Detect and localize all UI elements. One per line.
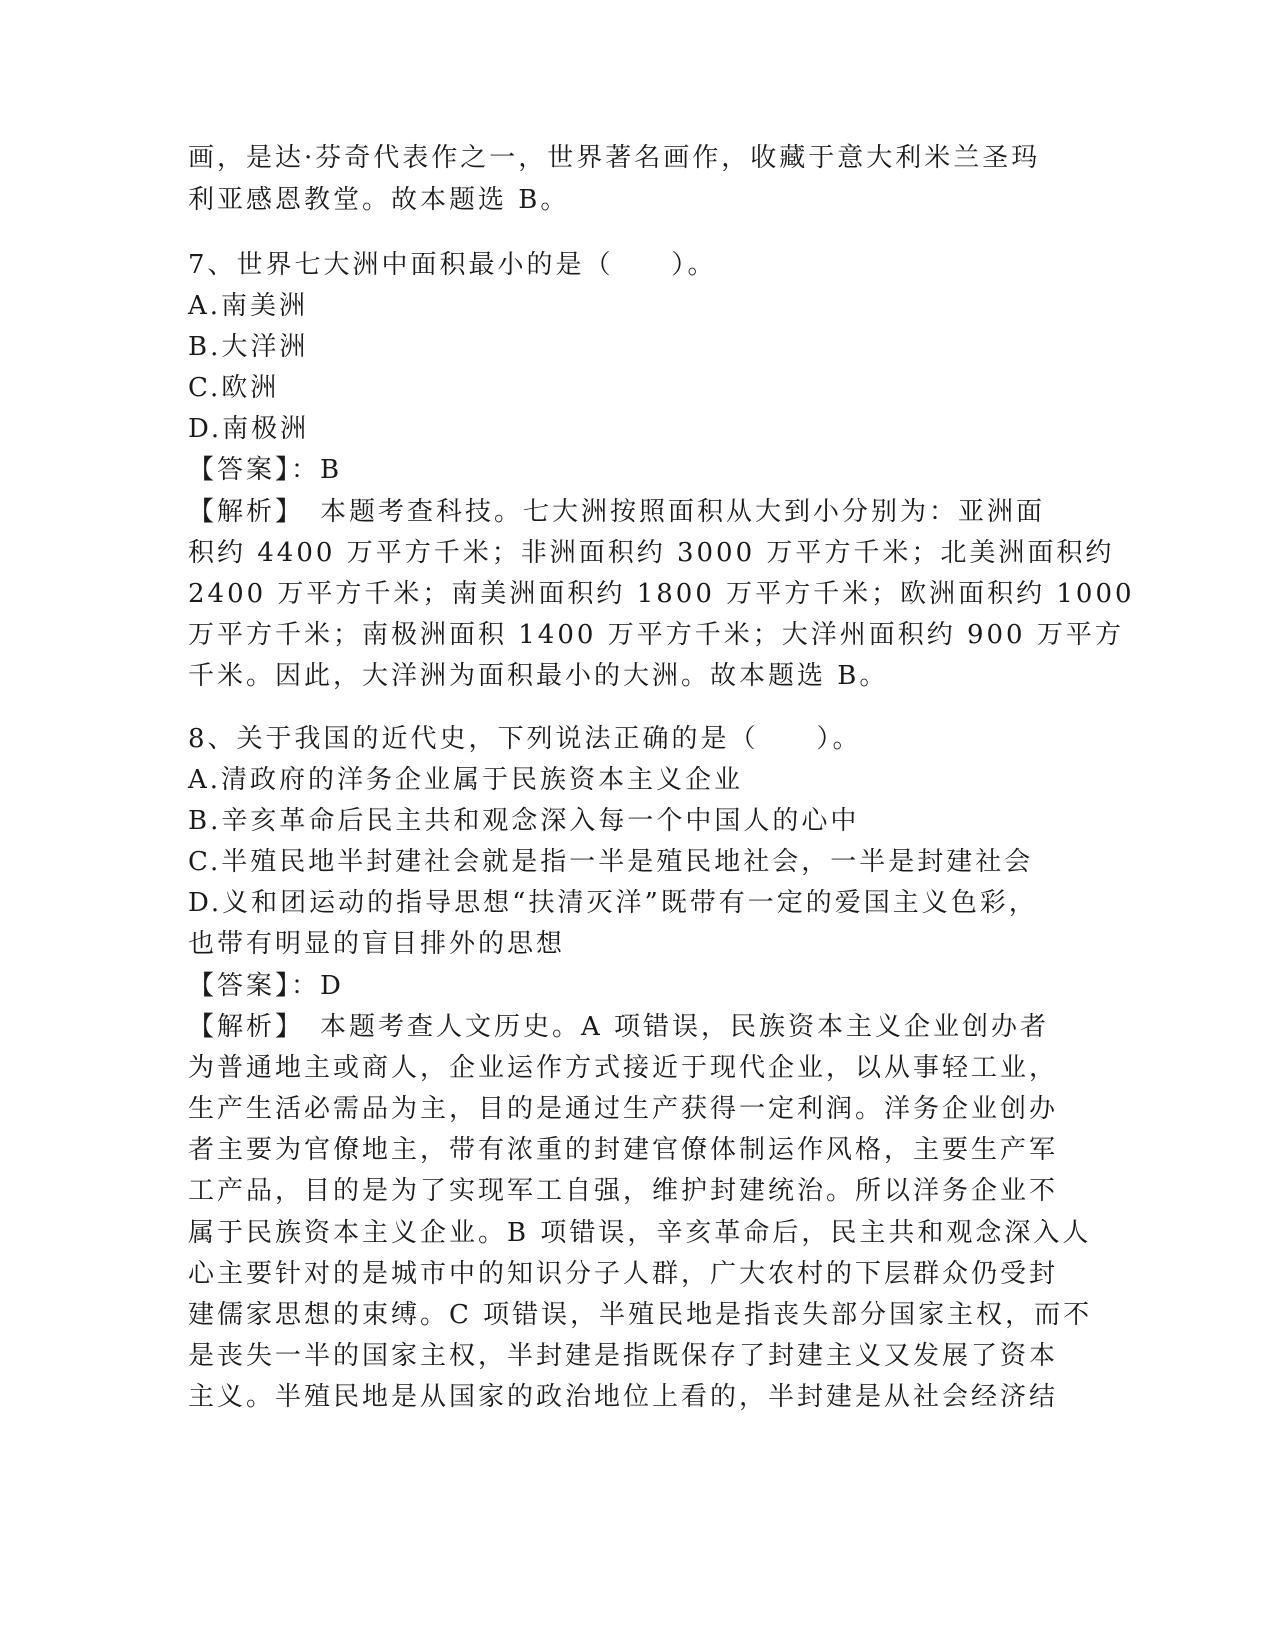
question-8-analysis-line: 工产品，目的是为了实现军工自强，维护封建统治。所以洋务企业不 xyxy=(188,1176,1059,1206)
question-7-analysis-line: 积约 4400 万平方千米；非洲面积约 3000 万平方千米；北美洲面积约 xyxy=(188,538,1115,568)
question-8-analysis-line: 主义。半殖民地是从国家的政治地位上看的，半封建是从社会经济结 xyxy=(188,1382,1059,1412)
question-7-answer: 【答案】：B xyxy=(188,455,343,485)
question-8-analysis-line: 是丧失一半的国家主权，半封建是指既保存了封建主义又发展了资本 xyxy=(188,1341,1059,1371)
question-8-option-d: D.义和团运动的指导思想“扶清灭洋”既带有一定的爱国主义色彩， xyxy=(188,888,1038,918)
question-8-analysis-line: 属于民族资本主义企业。B 项错误，辛亥革命后，民主共和观念深入人 xyxy=(188,1218,1092,1248)
prev-analysis-line: 画，是达·芬奇代表作之一，世界著名画作，收藏于意大利米兰圣玛 xyxy=(188,143,1041,173)
question-7-option-d: D.南极洲 xyxy=(188,414,310,444)
question-8-option-d-cont: 也带有明显的盲目排外的思想 xyxy=(188,929,566,959)
question-8-analysis-line: 【解析】 本题考查人文历史。A 项错误，民族资本主义企业创办者 xyxy=(188,1012,1050,1042)
question-8-option-b: B.辛亥革命后民主共和观念深入每一个中国人的心中 xyxy=(188,806,860,836)
question-8-analysis-line: 建儒家思想的束缚。C 项错误，半殖民地是指丧失部分国家主权，而不 xyxy=(188,1300,1093,1330)
question-8-analysis-line: 生产生活必需品为主，目的是通过生产获得一定利润。洋务企业创办 xyxy=(188,1094,1059,1124)
question-8-analysis-line: 心主要针对的是城市中的知识分子人群，广大农村的下层群众仍受封 xyxy=(188,1259,1059,1289)
question-7-option-b: B.大洋洲 xyxy=(188,332,309,362)
question-7-option-c: C.欧洲 xyxy=(188,373,280,403)
question-8-analysis-line: 为普通地主或商人，企业运作方式接近于现代企业，以从事轻工业， xyxy=(188,1053,1059,1083)
question-7-stem: 7、世界七大洲中面积最小的是（ ）。 xyxy=(188,250,717,280)
question-7-option-a: A.南美洲 xyxy=(188,291,309,321)
question-7-analysis-line: 万平方千米；南极洲面积 1400 万平方千米；大洋州面积约 900 万平方 xyxy=(188,620,1124,650)
prev-analysis-line: 利亚感恩教堂。故本题选 B。 xyxy=(188,185,570,215)
question-8-stem: 8、关于我国的近代史，下列说法正确的是（ ）。 xyxy=(188,724,862,754)
question-8-option-a: A.清政府的洋务企业属于民族资本主义企业 xyxy=(188,765,744,795)
question-8-answer: 【答案】：D xyxy=(188,971,344,1001)
question-7-analysis-line: 千米。因此，大洋洲为面积最小的大洲。故本题选 B。 xyxy=(188,661,889,691)
question-8-option-c: C.半殖民地半封建社会就是指一半是殖民地社会，一半是封建社会 xyxy=(188,847,1034,877)
question-7-analysis-line: 【解析】 本题考查科技。七大洲按照面积从大到小分别为：亚洲面 xyxy=(188,497,1046,527)
question-8-analysis-line: 者主要为官僚地主，带有浓重的封建官僚体制运作风格，主要生产军 xyxy=(188,1135,1059,1165)
question-7-analysis-line: 2400 万平方千米；南美洲面积约 1800 万平方千米；欧洲面积约 1000 xyxy=(188,579,1135,609)
